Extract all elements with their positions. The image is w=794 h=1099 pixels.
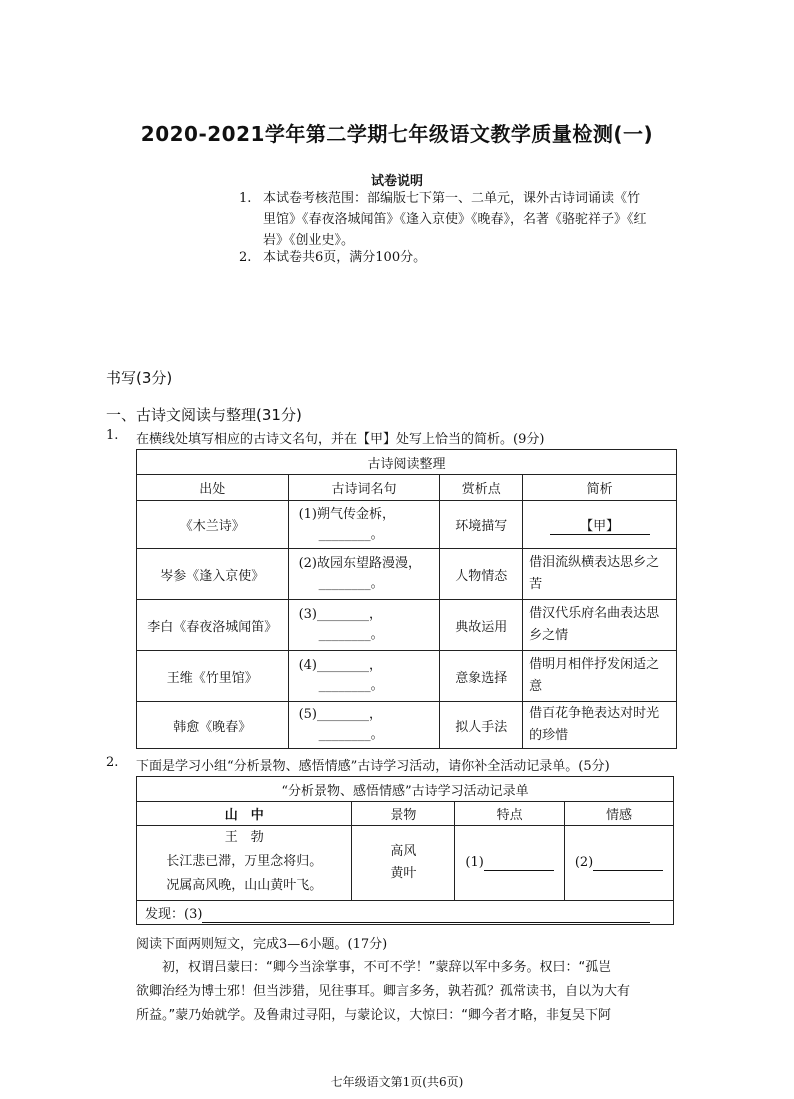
answer-blank[interactable]: ________。: [318, 526, 384, 542]
blank-label: (1): [465, 855, 484, 870]
jia-label: 【甲】: [580, 518, 620, 534]
scenery-item: 黄叶: [390, 866, 417, 881]
feature-answer-blank[interactable]: [484, 855, 554, 871]
instruction-item: [239, 188, 703, 251]
analysis-cell: 借百花争艳表达对时光的珍惜: [523, 702, 677, 749]
poem-cell: [137, 826, 352, 901]
blank-label: (2): [574, 855, 594, 870]
passage-line: 初，权谓吕蒙曰：“卿今当涂掌事，不可不学！”蒙辞以军中多务。权曰：“孤岂: [162, 960, 612, 975]
point-cell: 典故运用: [440, 600, 523, 651]
answer-blank[interactable]: ________。: [318, 727, 384, 742]
instructions-heading: 试卷说明: [370, 174, 423, 189]
analysis-cell: [523, 501, 677, 549]
question-text: 在横线处填写相应的古诗文名句，并在【甲】处写上恰当的简析。(9分): [136, 432, 545, 447]
table-row: [137, 600, 677, 651]
table-row: [137, 501, 677, 549]
finding-row: [137, 901, 674, 925]
analysis-cell: 借汉代乐府名曲表达思乡之情: [523, 600, 677, 651]
source-cell: 《木兰诗》: [137, 501, 289, 549]
instruction-number: 2.: [239, 250, 252, 265]
poem-line: 长江悲已滞，万里念将归。: [166, 854, 323, 869]
analysis-cell: 借明月相伴抒发闲适之意: [523, 651, 677, 702]
table-row: [137, 702, 677, 749]
question-text: 下面是学习小组“分析景物、感悟情感”古诗学习活动，请你补全活动记录单。(5分): [136, 759, 610, 774]
poem-line-cell: [288, 651, 440, 702]
finding-answer-blank[interactable]: [202, 907, 650, 923]
section-writing: 书写(3分): [106, 369, 173, 387]
section-one-heading: 一、古诗文阅读与整理(31分): [106, 406, 302, 424]
poem-author: 王 勃: [224, 830, 264, 845]
table-row: [137, 549, 677, 600]
poem-line: (2)故园东望路漫漫，: [298, 556, 421, 571]
question-2: [106, 755, 610, 774]
passage: [136, 956, 711, 1028]
point-cell: 环境描写: [440, 501, 523, 549]
answer-blank[interactable]: (4)________，: [298, 658, 382, 673]
answer-blank[interactable]: ________。: [318, 678, 384, 693]
scenery-item: 高风: [390, 844, 417, 859]
poem-line-cell: [288, 549, 440, 600]
answer-blank[interactable]: (3)________，: [298, 607, 382, 622]
poem-table: [136, 449, 677, 749]
instruction-line: 岩》《创业史》。: [263, 233, 355, 248]
question-number: 1.: [106, 428, 119, 443]
feature-cell: [455, 826, 565, 901]
table-caption: 古诗阅读整理: [137, 450, 677, 475]
poem-line-cell: [288, 702, 440, 749]
instruction-line: 里馆》《春夜洛城闻笛》《逢入京使》《晚春》，名著《骆驼祥子》《红: [263, 212, 647, 227]
column-header: 景物: [352, 802, 455, 826]
poem-line-cell: [288, 501, 440, 549]
source-cell: 韩愈《晚春》: [137, 702, 289, 749]
question-1: [106, 428, 545, 447]
table-row: [137, 651, 677, 702]
page-footer: 七年级语文第1页(共6页): [330, 1075, 464, 1089]
column-header: 情感: [565, 802, 674, 826]
poem-title: 山 中: [137, 802, 352, 826]
table-caption: “分析景物、感悟情感”古诗学习活动记录单: [137, 777, 674, 802]
instruction-number: 1.: [239, 191, 252, 206]
poem-line-cell: [288, 600, 440, 651]
source-cell: 李白《春夜洛城闻笛》: [137, 600, 289, 651]
source-cell: 王维《竹里馆》: [137, 651, 289, 702]
poem-line: 况属高风晚，山山黄叶飞。: [166, 878, 323, 893]
poem-line: (1)朔气传金柝，: [298, 506, 395, 522]
instruction-line: 本试卷考核范围：部编版七下第一、二单元，课外古诗词诵读《竹: [263, 191, 641, 206]
answer-blank[interactable]: ________。: [318, 576, 384, 591]
point-cell: 人物情态: [440, 549, 523, 600]
answer-blank[interactable]: (5)________，: [298, 707, 382, 722]
point-cell: 拟人手法: [440, 702, 523, 749]
column-header: 特点: [455, 802, 565, 826]
emotion-answer-blank[interactable]: [593, 855, 663, 871]
column-header: 赏析点: [440, 475, 523, 501]
question-number: 2.: [106, 755, 119, 770]
reading-intro: 阅读下面两则短文，完成3—6小题。(17分): [136, 937, 388, 952]
scenery-cell: [352, 826, 455, 901]
emotion-cell: [565, 826, 674, 901]
passage-line: 所益。”蒙乃始就学。及鲁肃过寻阳，与蒙论议，大惊曰：“卿今者才略，非复吴下阿: [136, 1008, 611, 1023]
source-cell: 岑参《逢入京使》: [137, 549, 289, 600]
activity-table: [136, 776, 674, 925]
jia-answer-blank[interactable]: [550, 515, 650, 535]
finding-label: 发现：(3): [145, 906, 203, 922]
page-title: 2020-2021学年第二学期七年级语文教学质量检测(一): [140, 122, 654, 146]
analysis-cell: 借泪流纵横表达思乡之苦: [523, 549, 677, 600]
passage-line: 欲卿治经为博士邪！但当涉猎，见往事耳。卿言多务，孰若孤？孤常读书，自以为大有: [136, 984, 631, 999]
point-cell: 意象选择: [440, 651, 523, 702]
column-header: 出处: [137, 475, 289, 501]
column-header: 古诗词名句: [288, 475, 440, 501]
column-header: 简析: [523, 475, 677, 501]
instruction-item: [239, 247, 703, 268]
instruction-line: 本试卷共6页，满分100分。: [263, 250, 427, 265]
answer-blank[interactable]: ________。: [318, 627, 384, 642]
